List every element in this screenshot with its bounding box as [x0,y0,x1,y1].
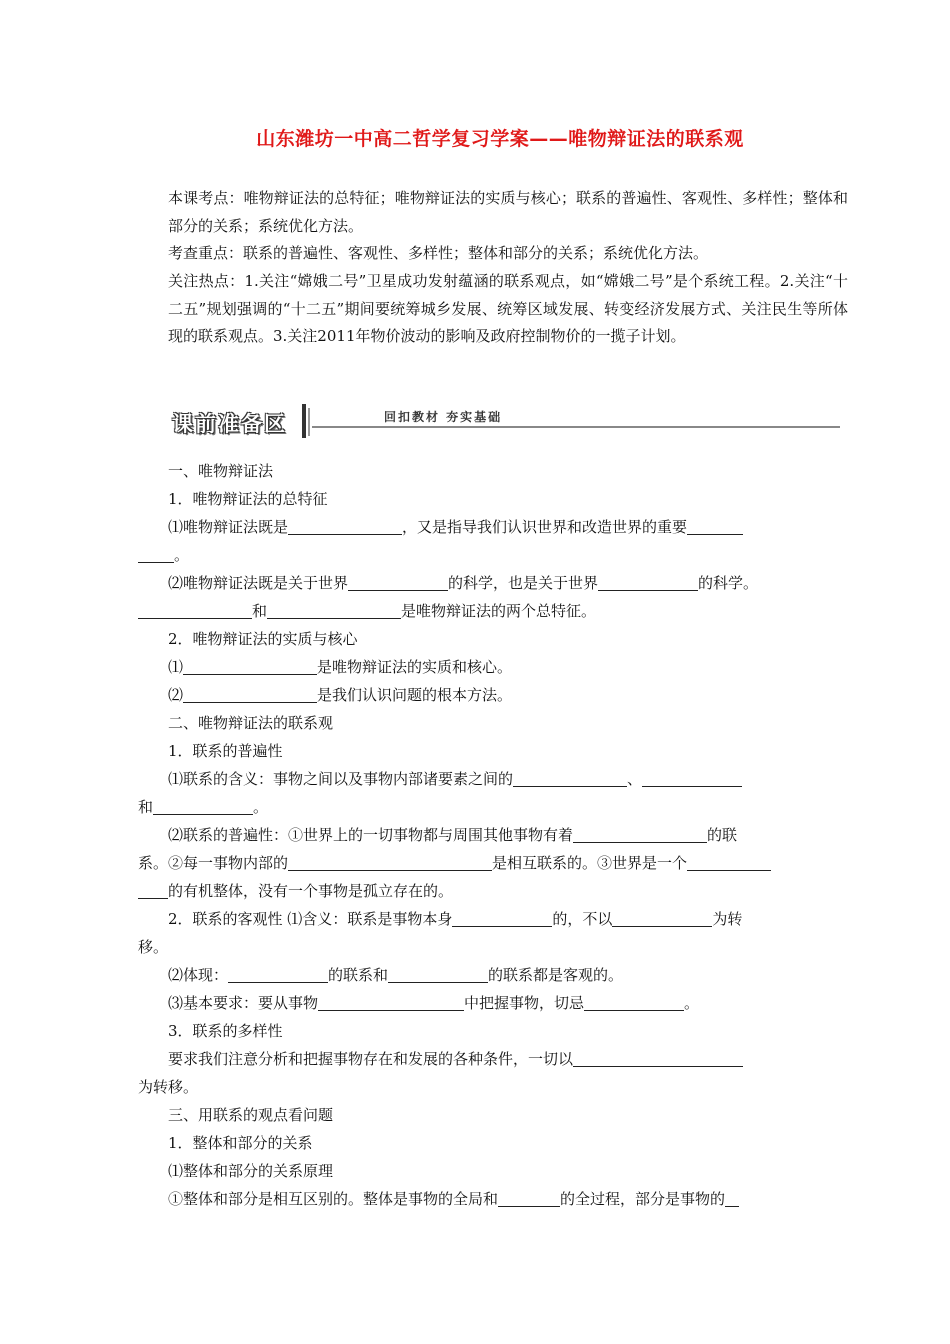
text: ⑵体现： [168,966,229,984]
blank[interactable] [228,965,328,983]
blank[interactable] [513,769,627,787]
text: 的，不以 [552,910,613,928]
text: ⑵ [168,686,184,704]
q-2-2 [138,681,858,709]
text: 是唯物辩证法的实质和核心。 [317,658,513,676]
text: ⑵联系的普遍性：①世界上的一切事物都与周围其他事物有着 [168,826,574,844]
q-1-2 [138,569,858,597]
heading-s2-1: 1．联系的普遍性 [168,742,283,760]
banner-rule [312,426,840,428]
heading-s1: 一、唯物辩证法 [168,462,274,480]
text: 是我们认识问题的根本方法。 [317,686,513,704]
blank[interactable] [687,517,743,535]
heading-s3-1-1: ⑴整体和部分的关系原理 [168,1162,334,1180]
q-6-1 [138,1185,858,1213]
heading-s1-2: 2．唯物辩证法的实质与核心 [168,630,358,648]
q-1-1 [138,513,858,541]
text: ⑶基本要求：要从事物 [168,994,319,1012]
blank[interactable] [183,657,317,675]
blank[interactable] [498,1189,560,1207]
blank[interactable] [612,909,712,927]
banner-divider [302,404,306,438]
blank[interactable] [288,517,402,535]
q-3-1-cont [138,793,828,821]
text: 为转 [712,910,743,928]
heading-s3-1: 1．整体和部分的关系 [168,1134,313,1152]
page-title: 山东潍坊一中高二哲学复习学案——唯物辩证法的联系观 [256,128,744,150]
text: ①整体和部分是相互区别的。整体是事物的全局和 [168,1190,499,1208]
banner-title: 课前准备区 [172,412,287,436]
text: 的科学。 [698,574,759,592]
section-banner [170,404,840,440]
text: 是相互联系的。③世界是一个 [492,854,688,872]
q-5-1 [138,1045,858,1073]
q-1-2-cont [138,597,828,625]
blank[interactable] [573,825,707,843]
blank[interactable] [153,797,253,815]
text: 。 [684,994,700,1012]
text: ，又是指导我们认识世界和改造世界的重要 [402,518,688,536]
text: 的科学，也是关于世界 [448,574,599,592]
blank[interactable] [138,601,252,619]
banner-divider-shadow [308,408,310,436]
text: 系。②每一事物内部的 [138,854,289,872]
text: 、 [627,770,643,788]
blank[interactable] [138,881,168,899]
banner-subtitle: 回扣教材 夯实基础 [384,410,503,424]
text: 。 [174,546,190,564]
blank[interactable] [584,993,684,1011]
blank[interactable] [138,545,174,563]
heading-s3: 三、用联系的观点看问题 [168,1106,334,1124]
blank[interactable] [267,601,401,619]
intro-key-points: 考查重点：联系的普遍性、客观性、多样性；整体和部分的关系；系统优化方法。 [168,244,709,262]
q-5-1-cont: 为转移。 [138,1078,199,1096]
q-4-2 [138,961,858,989]
text: ⑴唯物辩证法既是 [168,518,289,536]
blank[interactable] [642,769,742,787]
q-4-3 [138,989,858,1017]
text: ⑵唯物辩证法既是关于世界 [168,574,349,592]
q-4-1 [138,905,858,933]
blank[interactable] [687,853,771,871]
q-3-2 [138,821,858,849]
blank[interactable] [388,965,488,983]
blank[interactable] [725,1189,739,1207]
text: 的全过程，部分是事物的 [560,1190,726,1208]
q-3-1 [138,765,858,793]
blank[interactable] [598,573,698,591]
q-1-1-cont [138,541,828,569]
q-3-2-cont [138,849,828,877]
q-4-1-cont: 移。 [138,938,169,956]
q-3-2-cont2 [138,877,828,905]
text: ⑴ [168,658,184,676]
text: 和 [138,798,154,816]
text: 。 [253,798,269,816]
blank[interactable] [348,573,448,591]
intro-exam-points: 本课考点：唯物辩证法的总特征；唯物辩证法的实质与核心；联系的普遍性、客观性、多样性；整体和部分的关系；系统优化方法。 [168,189,848,235]
text: 要求我们注意分析和把握事物存在和发展的各种条件，一切以 [168,1050,574,1068]
heading-s2: 二、唯物辩证法的联系观 [168,714,334,732]
text: 和 [252,602,268,620]
q-2-1 [138,653,858,681]
blank[interactable] [318,993,464,1011]
text: ⑴联系的含义：事物之间以及事物内部诸要素之间的 [168,770,514,788]
text: 是唯物辩证法的两个总特征。 [401,602,597,620]
text: 的联系和 [328,966,389,984]
blank[interactable] [183,685,317,703]
intro-hot-topics: 关注热点：1.关注“嫦娥二号”卫星成功发射蕴涵的联系观点，如“嫦娥二号”是个系统工程。2.关注“十二五”规划强调的“十二五”期间要统筹城乡发展、统筹区域发展、转变经济发展方式、关注民生等所体现的联系观点。3.关注2011年物价波动的影响及政府控制物价的一揽子计划。 [168,272,848,345]
blank[interactable] [288,853,492,871]
blank[interactable] [452,909,552,927]
text: 的联 [707,826,738,844]
heading-s2-3: 3．联系的多样性 [168,1022,283,1040]
blank[interactable] [573,1049,743,1067]
text: 的有机整体，没有一个事物是孤立存在的。 [168,882,454,900]
text: 中把握事物，切忌 [464,994,585,1012]
text: 2．联系的客观性 ⑴含义：联系是事物本身 [168,910,453,928]
text: 的联系都是客观的。 [488,966,624,984]
heading-s1-1: 1．唯物辩证法的总特征 [168,490,328,508]
